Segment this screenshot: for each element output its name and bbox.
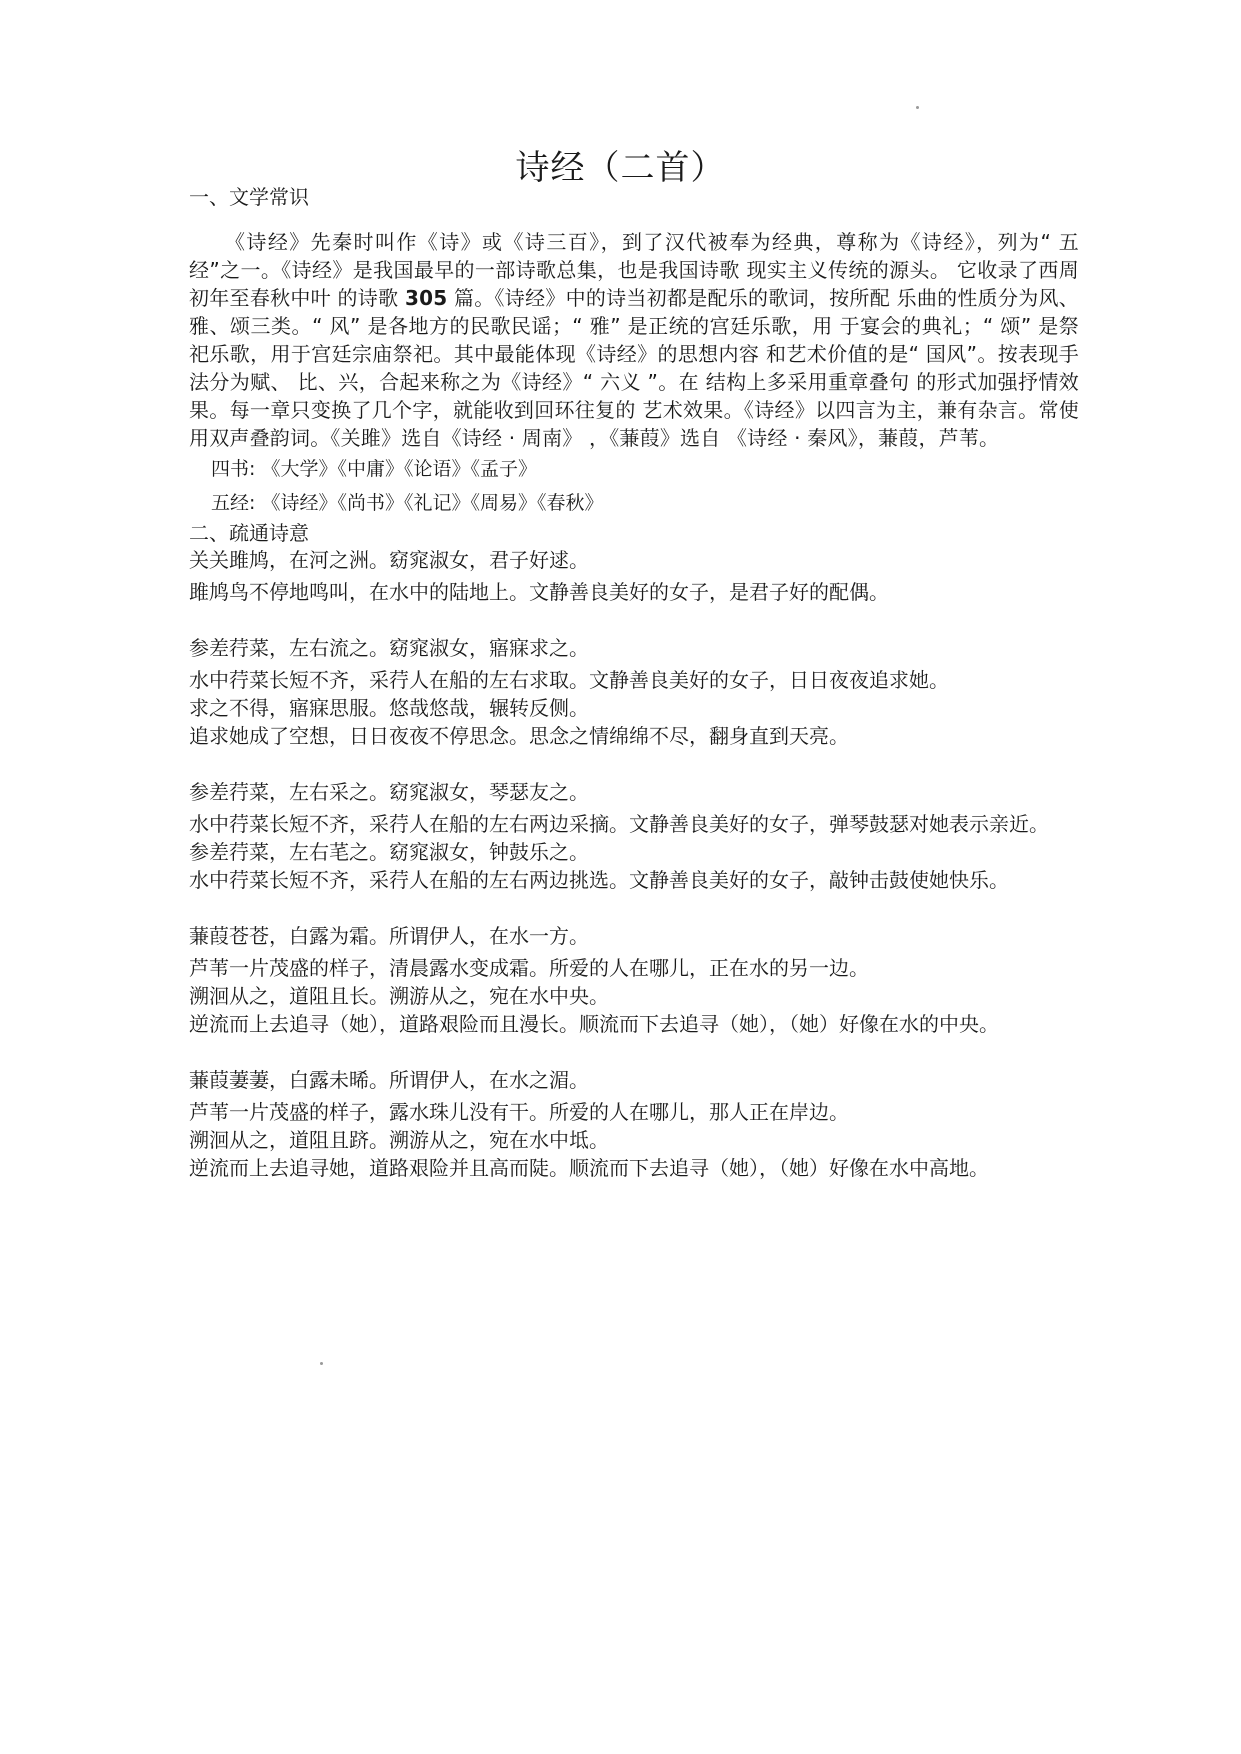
speck-mark-top (916, 106, 919, 109)
stanza (189, 1066, 1079, 1182)
stanza (189, 922, 1079, 1038)
translation-line: 逆流而上去追寻她，道路艰险并且高而陡。顺流而下去追寻（她），（她）好像在水中高地。 (189, 1156, 989, 1180)
section-heading-literary-knowledge: 一、文学常识 (189, 185, 309, 209)
intro-text-part1: 《诗经》先秦时叫作《诗》或《诗三百》，到了汉代被奉为经典，尊称为《诗经》，列为“ 五经”之一。《诗经》是我国最早的一部诗歌总集，也是我国诗歌 现实主义传统的源头。 它收录了西周初年至春秋中叶 的诗歌 (189, 230, 1079, 310)
document-body (189, 184, 1079, 1182)
poem-line: 参差荇菜，左右芼之。窈窕淑女，钟鼓乐之。 (189, 840, 589, 864)
stanza-spacer (189, 894, 1079, 922)
four-books-line: 四书: 《大学》《中庸》《论语》《孟子》 (211, 458, 537, 480)
poem-line: 参差荇菜，左右流之。窈窕淑女，寤寐求之。 (189, 636, 589, 660)
translation-line: 逆流而上去追寻（她），道路艰险而且漫长。顺流而下去追寻（她），（她）好像在水的中央。 (189, 1012, 999, 1036)
section-heading-poem-meaning: 二、疏通诗意 (189, 521, 309, 545)
stanza-spacer (189, 606, 1079, 634)
poem-line: 求之不得，寤寐思服。悠哉悠哉，辗转反侧。 (189, 696, 589, 720)
stanza (189, 546, 1079, 606)
five-classics-line: 五经: 《诗经》《尚书》《礼记》《周易》《春秋》 (211, 492, 604, 514)
speck-mark-bottom (320, 1362, 323, 1365)
translation-line: 追求她成了空想，日日夜夜不停思念。思念之情绵绵不尽，翻身直到天亮。 (189, 724, 849, 748)
translation-line: 水中荇菜长短不齐，采荇人在船的左右两边挑选。文静善良美好的女子，敲钟击鼓使她快乐。 (189, 868, 1009, 892)
translation-line: 雎鸠鸟不停地鸣叫，在水中的陆地上。文静善良美好的女子，是君子好的配偶。 (189, 580, 889, 604)
intro-poem-count: 305 (404, 286, 448, 310)
translation-line: 芦苇一片茂盛的样子，露水珠儿没有干。所爱的人在哪儿，那人正在岸边。 (189, 1100, 849, 1124)
page-title: 诗经（二首） (515, 148, 726, 188)
translation-line: 水中荇菜长短不齐，采荇人在船的左右两边采摘。文静善良美好的女子，弹琴鼓瑟对她表示亲近。 (189, 812, 1049, 836)
intro-text-part2: 篇。《诗经》中的诗当初都是配乐的歌词，按所配 乐曲的性质分为风、雅、颂三类。“ 风” 是各地方的民歌民谣；“ 雅” 是正统的宫廷乐歌，用 于宴会的典礼；“ 颂” 是祭祀乐歌，用于宫廷宗庙祭祀。其中最能体现《诗经》的思想内容 和艺术价值的是“ 国风”。按表现手法分为赋、 比、兴，合起来称之为《诗经》“ 六义 ”。在 结构上多采用重章叠句 的形式加强抒情效果。每一章只变换了几个字，就能收到回环往复的 艺术效果。《诗经》以四言为主，兼有杂言。常使用双声叠韵词。《关雎》选自《诗经 · 周南》 ，《蒹葭》选自 《诗经 · 秦风》，蒹葭，芦苇。 (189, 286, 1079, 450)
stanza-spacer (189, 750, 1079, 778)
poem-line: 溯洄从之，道阻且跻。溯游从之，宛在水中坻。 (189, 1128, 609, 1152)
translation-line: 水中荇菜长短不齐，采荇人在船的左右求取。文静善良美好的女子，日日夜夜追求她。 (189, 668, 949, 692)
poem-line: 蒹葭苍苍，白露为霜。所谓伊人，在水一方。 (189, 924, 589, 948)
stanza (189, 634, 1079, 750)
intro-paragraph (189, 228, 1079, 452)
poem-line: 蒹葭萋萋，白露未晞。所谓伊人，在水之湄。 (189, 1068, 589, 1092)
stanza-spacer (189, 1038, 1079, 1066)
poem-line: 关关雎鸠，在河之洲。窈窕淑女，君子好逑。 (189, 548, 589, 572)
poem-line: 参差荇菜，左右采之。窈窕淑女，琴瑟友之。 (189, 780, 589, 804)
stanza (189, 778, 1079, 894)
translation-line: 芦苇一片茂盛的样子，清晨露水变成霜。所爱的人在哪儿，正在水的另一边。 (189, 956, 869, 980)
poem-line: 溯洄从之，道阻且长。溯游从之，宛在水中央。 (189, 984, 609, 1008)
